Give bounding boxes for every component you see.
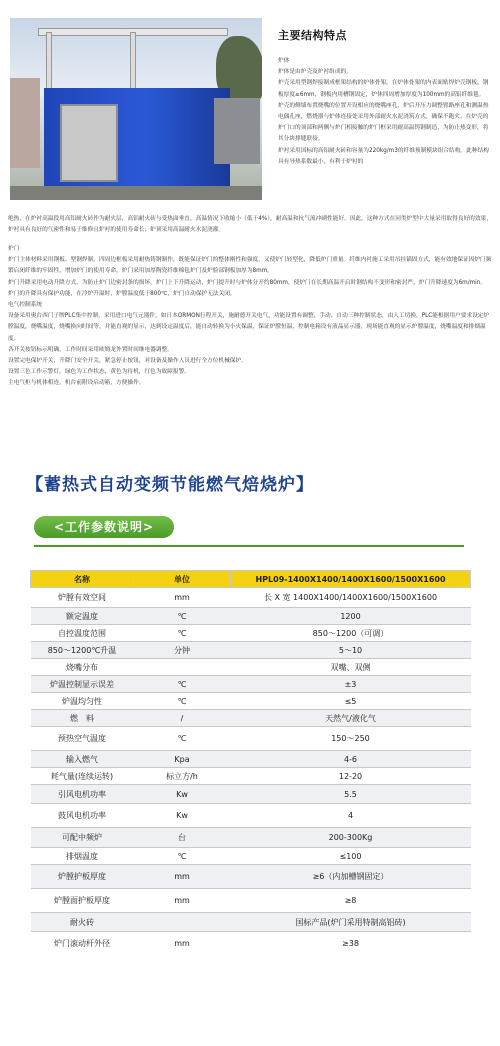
structure-paragraph: 设备采用奥台西门子牌PLC集中控制，采用进口电气元器件，如日本ORMON行程开关，施耐德开关电气，功能设置有调整、手动、自动三种控制状态，由人工切换，PLC能根据用户要求设定炉膛温度，烧嘴温度，烧嘴换向时间等，并能直观的显示，达到设定温度后，能自动转换为小火保温，保证炉膛恒温，控制电箱设有液晶显示器，现场能直观的显示炉膛温度，烧嘴温度和排烟温度。 [8,313,490,342]
column-header-name: 名称 [31,571,134,588]
structure-paragraph: 炉门 [8,246,20,252]
param-value-cell: 天然气/液化气 [231,710,471,727]
param-unit-cell: ℃ [134,848,231,865]
structure-text-wide: 绝热，在炉衬高温段用高铝耐火砖作为耐火层，高铝耐火砖与受热面垂直，高温情况下收缩小（低于4%），耐高温和抗气流冲刷性能好。因此，这种方式在同类炉型中大量采用取得良好的效果，炉衬具有良好的气密性和易于维修且炉衬的使用寿命长；炉顶采用高温耐火水泥浇灌。 [8,216,492,234]
param-value-cell: ≥8 [231,889,471,913]
table-row [31,913,471,932]
structure-paragraph: 炉体 [278,58,290,64]
param-unit-cell: Kw [134,785,231,804]
param-name-cell: 炉门滚动杆外径 [31,932,134,956]
structure-text-bottom [8,244,492,390]
table-row [31,642,471,659]
param-value-cell: 200-300Kg [231,828,471,848]
table-row [31,804,471,828]
structure-paragraph: 炉体是由炉壳及炉衬组成的。 [278,69,352,76]
photo-furnace-door [60,104,118,182]
param-value-cell: 12-20 [231,768,471,785]
structure-paragraph: 炉门升降采用电动升降方式，为防止炉门边密封条的损坏，炉门上下升降运动，炉门提升时与炉体分开约80mm，使炉门在长期高温开启时钢结构不变形和密封严，炉门升降速度为6m/min。 [8,279,487,286]
param-name-cell: 炉膛面护板厚度 [31,889,134,913]
banner-title: 蓄热式自动变频节能燃气焙烧炉 [44,475,296,495]
structure-paragraph: 设置三色工作示警灯，绿色为工作状态，黄色为待机，红色为故障报警。 [8,369,190,376]
structure-paragraph: 炉门的升降具有保护功能，在冷炉升温时，炉膛温度低于800℃，炉门自动保护无法关闭。 [8,290,236,297]
table-row [31,889,471,913]
param-name-cell: 炉温均匀性 [31,693,134,710]
param-value-cell: 5～10 [231,642,471,659]
param-unit-cell: Kw [134,804,231,828]
params-divider [34,545,464,547]
structure-paragraph: 设置完电保护开关，升降门安全开关，紧急停止按钮，对设备及操作人员进行全方位机械保护。 [8,358,247,365]
param-unit-cell: mm [134,865,231,889]
furnace-photo [10,18,262,200]
param-name-cell: 输入燃气 [31,751,134,768]
param-name-cell: 炉温控制显示误差 [31,676,134,693]
param-value-cell: ≥38 [231,932,471,956]
table-row [31,828,471,848]
param-name-cell: 燃 料 [31,710,134,727]
photo-ground [10,186,262,200]
param-unit-cell: 台 [134,828,231,848]
param-value-cell: 4 [231,804,471,828]
structure-paragraph: 炉门主体材料采用钢板、型钢焊制，四周边框板采用耐热铸钢制作，既能保证炉门的整体刚性和强度，又使炉门轻型化，降低炉门重量。纤维内衬施工采用吊挂锚固方式，能有效地保证因炉门频繁启闭纤维的牢固性，增加炉门的使用寿命，炉门采用加厚陶瓷纤维棉毡炉门及炉脸部钢板加厚为8mm。 [8,257,492,275]
param-name-cell: 鼓风电机功率 [31,804,134,828]
table-row [31,785,471,804]
param-value-cell: 国标产品(炉门采用特制高铝砖) [231,913,471,932]
param-unit-cell: / [134,710,231,727]
table-row [31,932,471,956]
param-unit-cell: ℃ [134,625,231,642]
param-name-cell: 引风电机功率 [31,785,134,804]
param-value-cell: ±3 [231,676,471,693]
param-name-cell: 额定温度 [31,608,134,625]
param-value-cell: 850～1200（可调） [231,625,471,642]
structure-paragraph: 炉壳的侧墙布置烧嘴的位置开设相应的烧嘴座孔，炉后开压力调整臂路座孔和测温热电偶孔座，燃烧器与炉体连接处采用外部耐火水泥浇筑方式，确保不跑火。在炉壳的炉门口的顶部和两侧与炉门相接触的炉门框采用耐高温铸钢制造，为防止热变形，将其分块排缝联接。 [278,102,489,143]
param-unit-cell: ℃ [134,693,231,710]
structure-paragraph: 各开关按钮标示明确，工作时间采用欧姆龙外置时间继电器调整。 [8,346,173,353]
params-heading: <工作参数说明> [34,516,174,538]
param-name-cell: 炉膛护板厚度 [31,865,134,889]
table-header-row [31,571,471,588]
param-value-cell: 1200 [231,608,471,625]
param-name-cell: 炉膛有效空间 [31,588,134,608]
params-table [30,570,471,956]
param-unit-cell: ℃ [134,608,231,625]
param-unit-cell: mm [134,932,231,956]
table-row [31,768,471,785]
param-unit-cell: 标立方/h [134,768,231,785]
param-unit-cell: ℃ [134,676,231,693]
section-title: 主要结构特点 [278,29,347,42]
param-name-cell: 排烟温度 [31,848,134,865]
param-value-cell: 长 X 宽 1400X1400/1400X1600/1500X1600 [231,588,471,608]
param-value-cell: 5.5 [231,785,471,804]
column-header-model: HPL09-1400X1400/1400X1600/1500X1600 [231,571,471,588]
table-row [31,588,471,608]
param-unit-cell: Kpa [134,751,231,768]
table-row [31,659,471,676]
product-banner [26,470,314,495]
table-row [31,751,471,768]
param-value-cell: 150～250 [231,727,471,751]
param-unit-cell: mm [134,588,231,608]
banner-left-bracket: 【 [26,475,44,495]
table-row [31,676,471,693]
column-header-unit: 单位 [134,571,231,588]
param-unit-cell [134,659,231,676]
param-unit-cell: mm [134,889,231,913]
table-row [31,608,471,625]
param-value-cell: ≤5 [231,693,471,710]
param-name-cell: 烧嘴分布 [31,659,134,676]
structure-paragraph: 炉壳采用型钢焊接制成框架结构的炉体骨架，在炉体骨架的内表面贴焊炉壳钢板，钢板厚度≥6mm，钢板内用槽钢固定，炉体四周增加厚度为100mm的高铝纤维毯。 [278,80,489,98]
param-unit-cell: ℃ [134,727,231,751]
table-row [31,727,471,751]
table-row [31,625,471,642]
param-value-cell: 4-6 [231,751,471,768]
param-name-cell: 耐火砖 [31,913,134,932]
structure-paragraph: 炉衬采用国标的高铝耐火砖和容量为220kg/m3的纤维预制模块组合结构。此种结构具有导热系数最小、有利于炉衬的 [278,147,489,165]
param-name-cell: 自控温度范围 [31,625,134,642]
table-row [31,848,471,865]
param-unit-cell [134,913,231,932]
structure-text-top [278,56,492,168]
param-name-cell: 耗气量(连续运转) [31,768,134,785]
table-row [31,865,471,889]
photo-building [10,78,40,168]
param-name-cell: 预热空气温度 [31,727,134,751]
structure-paragraph: 电气控制系统 [8,302,43,309]
param-value-cell: ≥6（内加槽钢固定） [231,865,471,889]
table-row [31,710,471,727]
param-unit-cell: 分钟 [134,642,231,659]
param-value-cell: ≤100 [231,848,471,865]
table-row [31,693,471,710]
structure-paragraph: 主电气柜与机体相连，机台前附设启动箱，方便操作。 [8,380,145,387]
photo-side-unit [214,98,260,164]
param-value-cell: 双嘴、双侧 [231,659,471,676]
banner-right-bracket: 】 [296,475,314,495]
param-name-cell: 可配中频炉 [31,828,134,848]
param-name-cell: 850～1200℃升温 [31,642,134,659]
